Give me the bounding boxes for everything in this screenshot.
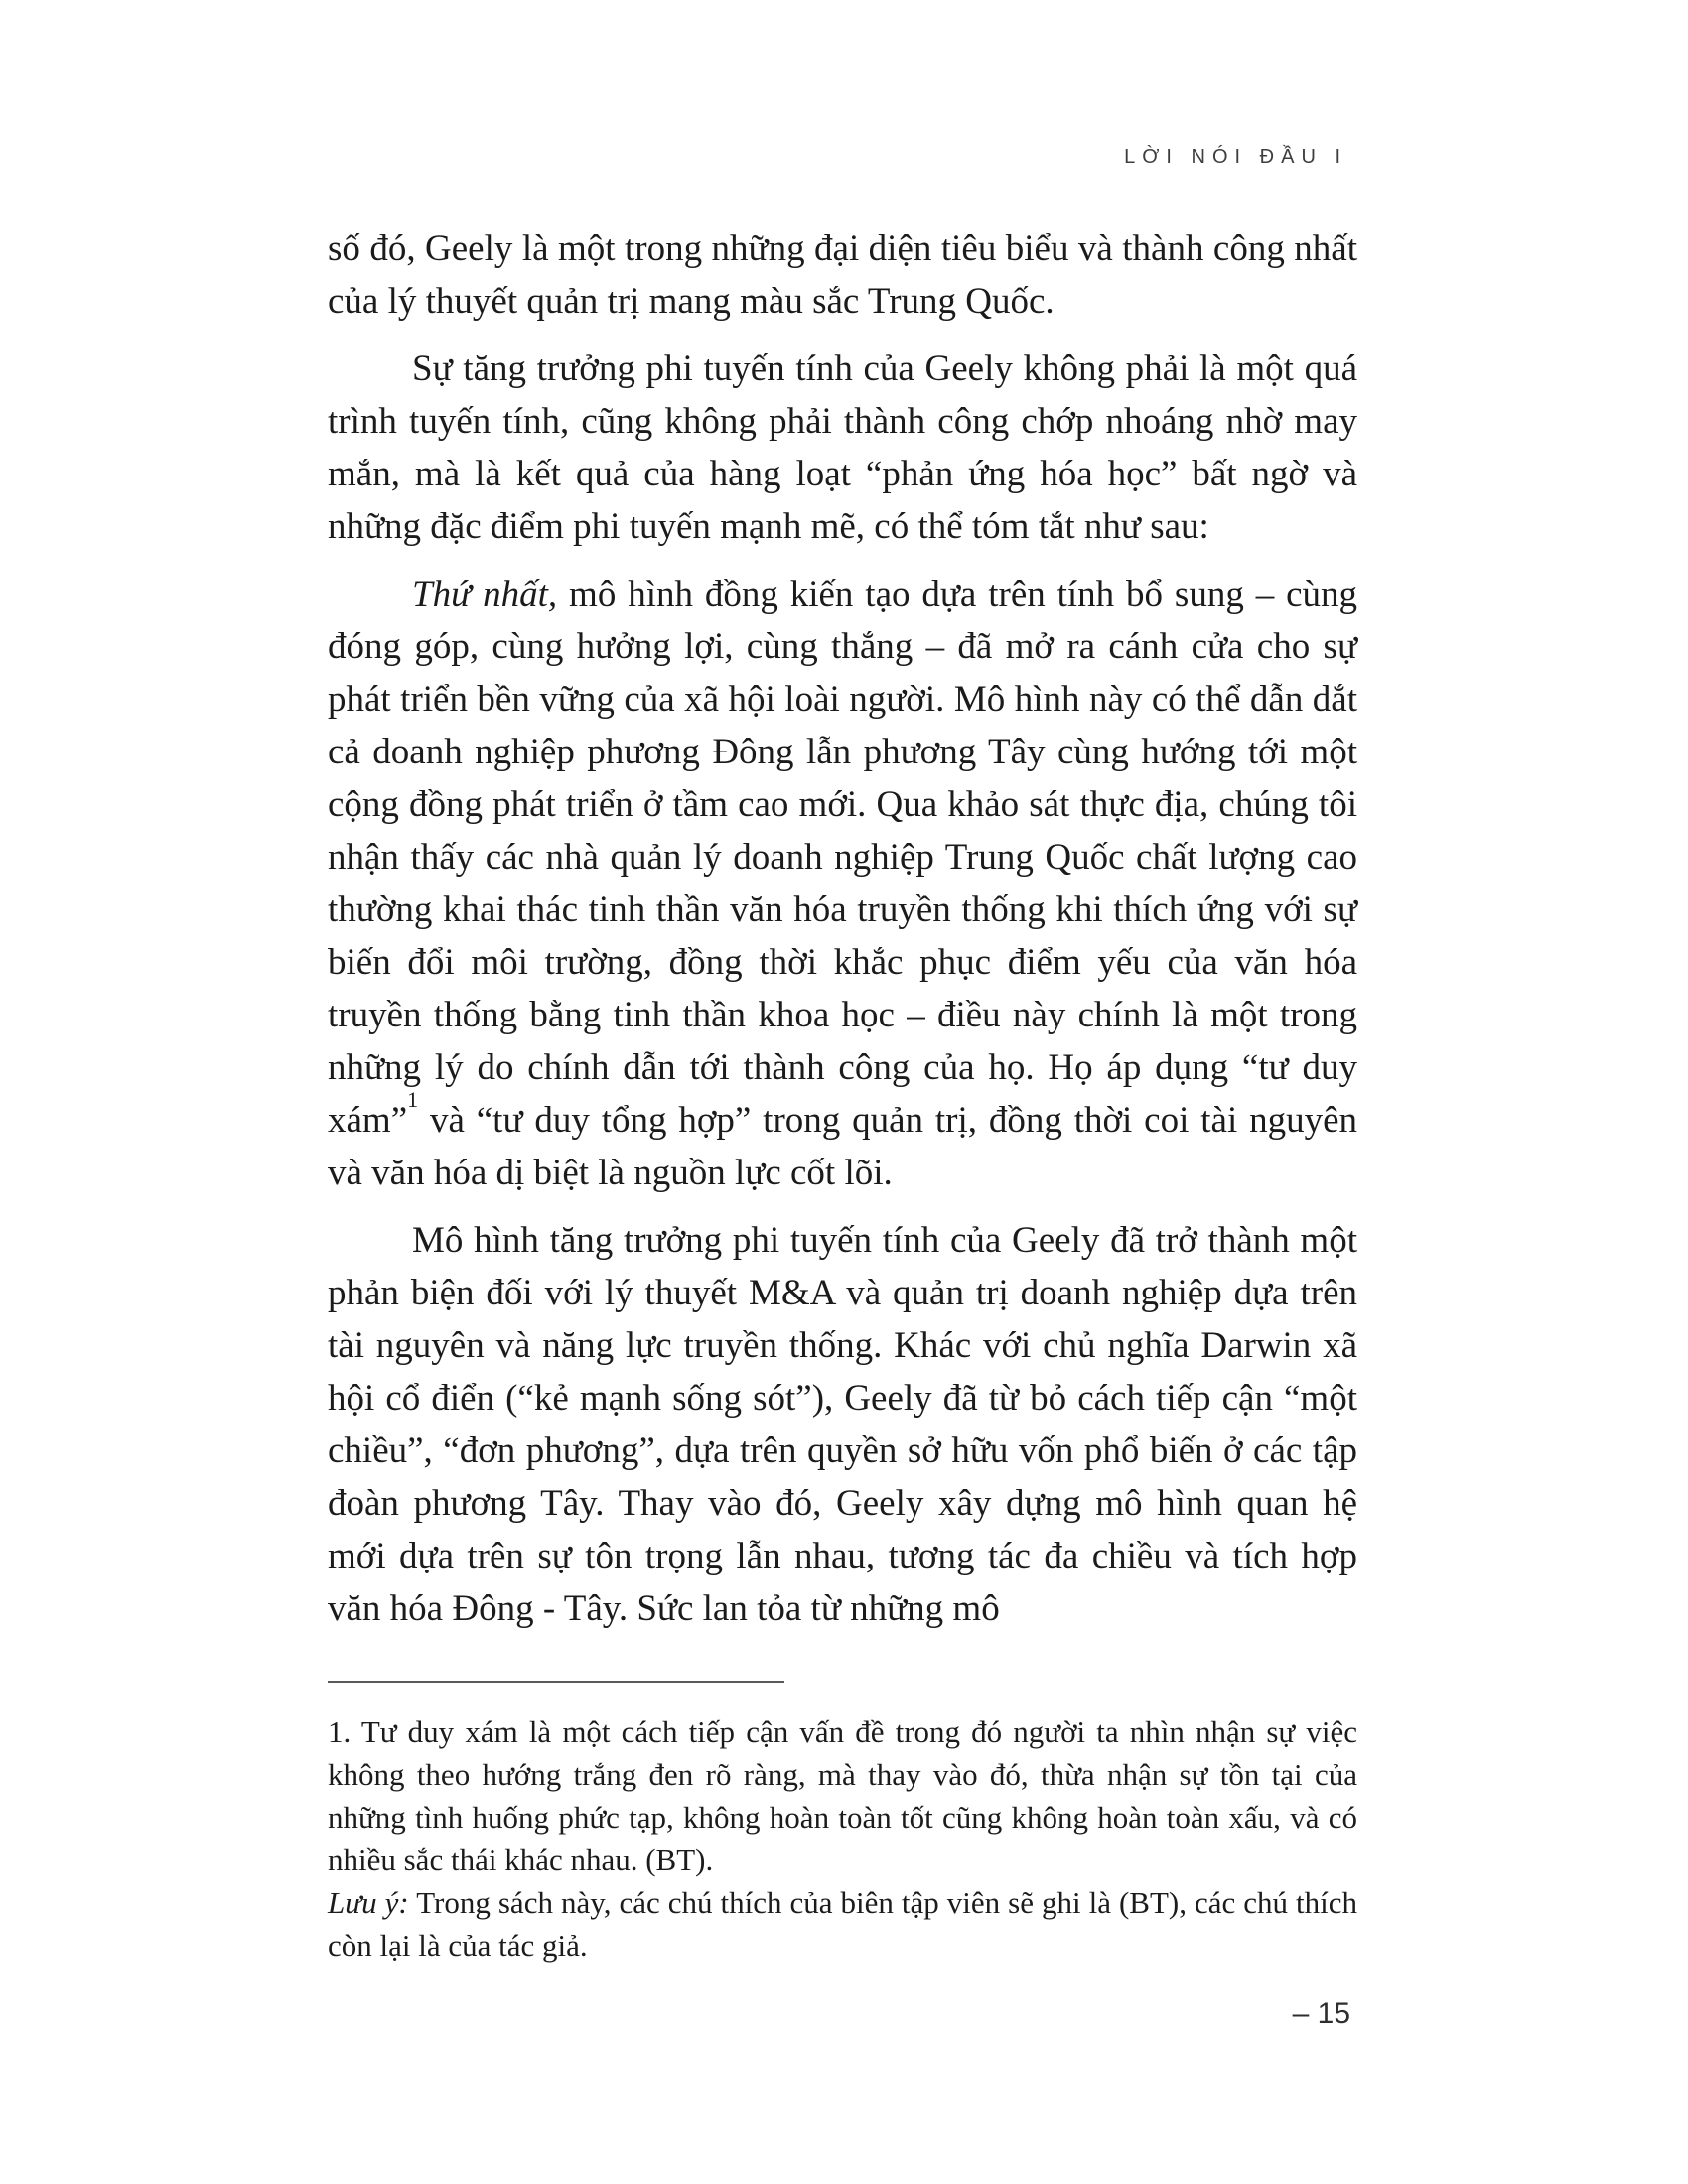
paragraph-continuation: số đó, Geely là một trong những đại diện tiêu biểu và thành công nhất của lý thuyết quản trị mang màu sắc Trung Quốc. [328, 228, 1357, 322]
paragraph-lead-italic: Thứ nhất, [412, 574, 558, 614]
paragraph: Mô hình tăng trưởng phi tuyến tính của Geely đã trở thành một phản biện đối với lý thuyết M&A và quản trị doanh nghiệp dựa trên tài nguyên và năng lực truyền thống. Khác với chủ nghĩa Darwin xã hội cổ điển (“kẻ mạnh sống sót”), Geely đã từ bỏ cách tiếp cận “một chiều”, “đơn phương”, dựa trên quyền sở hữu vốn phổ biến ở các tập đoàn phương Tây. Thay vào đó, Geely xây dựng mô hình quan hệ mới dựa trên sự tôn trọng lẫn nhau, tương tác đa chiều và tích hợp văn hóa Đông - Tây. Sức lan tỏa từ những mô [328, 1220, 1357, 1629]
page-number: – 15 [1292, 1997, 1350, 2030]
footnote-text: Trong sách này, các chú thích của biên tập viên sẽ ghi là (BT), các chú thích còn lại là của tác giả. [328, 1885, 1358, 1963]
paragraph: Sự tăng trưởng phi tuyến tính của Geely không phải là một quá trình tuyến tính, cũng không phải thành công chớp nhoáng nhờ may mắn, mà là kết quả của hàng loạt “phản ứng hóa học” bất ngờ và những đặc điểm phi tuyến mạnh mẽ, có thể tóm tắt như sau: [328, 348, 1357, 547]
body-text-block [328, 222, 1357, 1635]
footnote-editor-note [328, 1881, 1357, 1967]
paragraph-with-footnote [328, 568, 1357, 1199]
footnote-area [328, 1681, 1357, 1967]
running-header: LỜI NÓI ĐẦU I [1124, 146, 1347, 168]
footnote-divider-rule [328, 1681, 784, 1683]
footnote-1: 1. Tư duy xám là một cách tiếp cận vấn đề trong đó người ta nhìn nhận sự việc không theo hướng trắng đen rõ ràng, mà thay vào đó, thừa nhận sự tồn tại của những tình huống phức tạp, không hoàn toàn tốt cũng không hoàn toàn xấu, và có nhiều sắc thái khác nhau. (BT). [328, 1714, 1357, 1877]
paragraph-text: và “tư duy tổng hợp” trong quản trị, đồng thời coi tài nguyên và văn hóa dị biệt là nguồn lực cốt lõi. [328, 1100, 1357, 1193]
paragraph-text: mô hình đồng kiến tạo dựa trên tính bổ sung – cùng đóng góp, cùng hưởng lợi, cùng thắng – đã mở ra cánh cửa cho sự phát triển bền vững của xã hội loài người. Mô hình này có thể dẫn dắt cả doanh nghiệp phương Đông lẫn phương Tây cùng hướng tới một cộng đồng phát triển ở tầm cao mới. Qua khảo sát thực địa, chúng tôi nhận thấy các nhà quản lý doanh nghiệp Trung Quốc chất lượng cao thường khai thác tinh thần văn hóa truyền thống khi thích ứng với sự biến đổi môi trường, đồng thời khắc phục điểm yếu của văn hóa truyền thống bằng tinh thần khoa học – điều này chính là một trong những lý do chính dẫn tới thành công của họ. Họ áp dụng “tư duy xám” [328, 574, 1357, 1141]
footnote-lead-italic: Lưu ý: [328, 1885, 409, 1920]
footnote-reference-marker: 1 [407, 1086, 419, 1112]
